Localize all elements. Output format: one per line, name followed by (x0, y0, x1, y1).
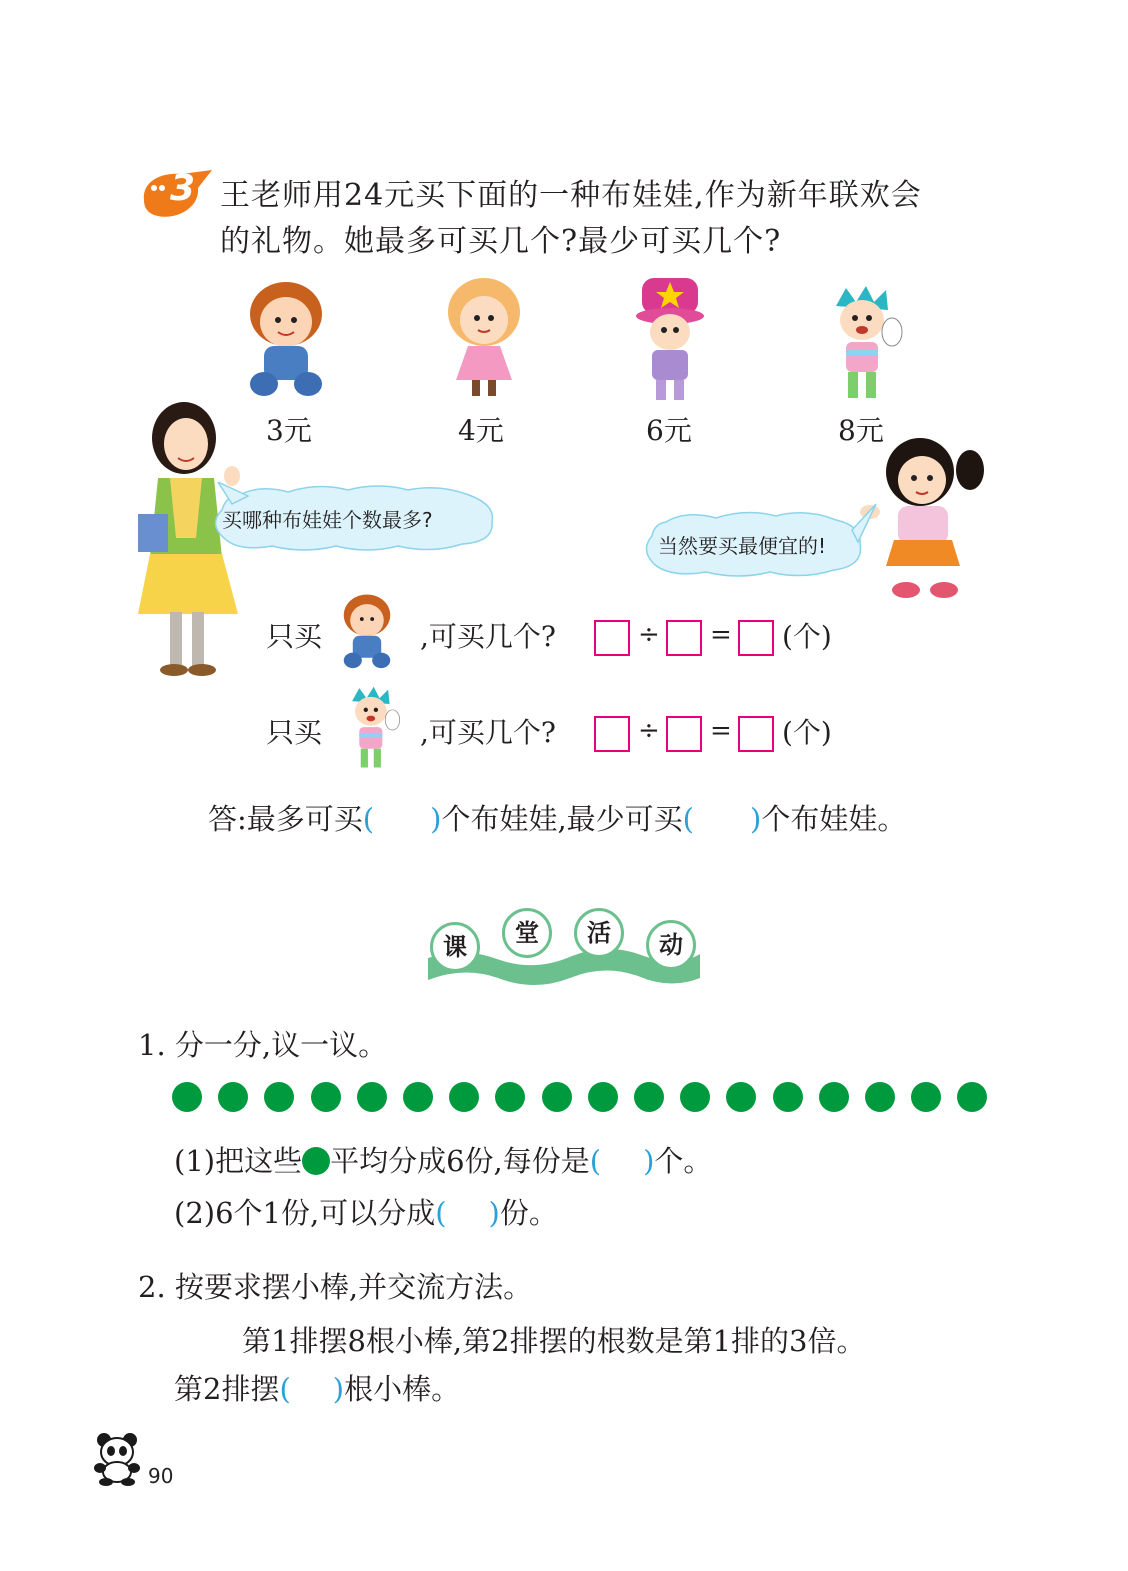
q1-sub2-b: 份。 (499, 1196, 558, 1230)
panda-icon (92, 1430, 142, 1486)
problem-number-badge (136, 166, 216, 222)
teacher-speech-bubble (208, 482, 500, 554)
equation-2-box-dividend[interactable] (594, 716, 630, 752)
equation-1-doll-icon (336, 586, 398, 674)
answer-blank-max[interactable]: ( ) (362, 802, 442, 836)
q1-sub2-a: (2)6个1份,可以分成 (174, 1196, 436, 1230)
green-dot (911, 1082, 941, 1112)
page-number: 90 (148, 1464, 174, 1488)
green-dot (264, 1082, 294, 1112)
q1-sub2-blank[interactable]: ( ) (435, 1196, 500, 1230)
green-dot (865, 1082, 895, 1112)
equation-1-prefix: 只买 (266, 620, 323, 653)
doll-price-2: 4元 (458, 414, 504, 447)
green-dot (403, 1082, 433, 1112)
teacher-speech-text: 买哪种布娃娃个数最多? (222, 508, 433, 532)
doll-price-1: 3元 (266, 414, 312, 447)
q2-line2-b: 根小棒。 (344, 1372, 461, 1406)
answer-blank-min[interactable]: ( ) (682, 802, 762, 836)
green-dot (311, 1082, 341, 1112)
doll-star-hat-image (632, 272, 708, 406)
banner-char-3: 活 (574, 908, 624, 958)
green-dot (819, 1082, 849, 1112)
green-dot (634, 1082, 664, 1112)
equation-1-box-divisor[interactable] (666, 620, 702, 656)
q2-line2 (174, 1372, 460, 1407)
green-dot (726, 1082, 756, 1112)
q1-sub1-b: 平均分成6份,每份是 (330, 1144, 590, 1178)
q1-sub1-a: (1)把这些 (174, 1144, 303, 1178)
q1-inline-dot (302, 1147, 330, 1175)
banner-char-2: 堂 (502, 908, 552, 958)
equation-2-equals-sign: = (710, 716, 732, 746)
equation-1-question: ,可买几个? (420, 620, 556, 653)
equation-2-question: ,可买几个? (420, 716, 556, 749)
green-dot (957, 1082, 987, 1112)
green-dot (218, 1082, 248, 1112)
answer-line (208, 802, 906, 837)
equation-2-divide-sign: ÷ (638, 716, 660, 746)
equation-1-unit: (个) (782, 620, 832, 653)
q2-blank[interactable]: ( ) (279, 1372, 345, 1406)
q2-line2-a: 第2排摆 (174, 1372, 280, 1406)
equation-1-box-dividend[interactable] (594, 620, 630, 656)
doll-boy-image (238, 272, 334, 402)
problem-text-line1: 王老师用24元买下面的一种布娃娃,作为新年联欢会 (220, 178, 922, 213)
equation-1-equals-sign: = (710, 620, 732, 650)
equation-2-unit: (个) (782, 716, 832, 749)
green-dot (773, 1082, 803, 1112)
answer-part2: 个布娃娃,最少可买 (441, 802, 683, 836)
girl-speech-bubble (640, 500, 880, 580)
equation-1-divide-sign: ÷ (638, 620, 660, 650)
banner-char-4: 动 (646, 920, 696, 970)
doll-green-hair-image (822, 284, 908, 408)
q2-title: 2. 按要求摆小棒,并交流方法。 (138, 1270, 533, 1304)
green-dot (542, 1082, 572, 1112)
equation-2-box-result[interactable] (738, 716, 774, 752)
answer-part3: 个布娃娃。 (761, 802, 907, 836)
q1-title: 1. 分一分,议一议。 (138, 1028, 388, 1062)
green-dot (449, 1082, 479, 1112)
problem-number: 3 (170, 168, 196, 209)
answer-part1: 答:最多可买 (208, 802, 363, 836)
equation-2-box-divisor[interactable] (666, 716, 702, 752)
q1-sub1-blank[interactable]: ( ) (589, 1144, 655, 1178)
green-dot (172, 1082, 202, 1112)
classroom-activity-banner (424, 906, 704, 986)
girl-speech-text: 当然要买最便宜的! (658, 534, 827, 558)
green-dot (588, 1082, 618, 1112)
green-dot (680, 1082, 710, 1112)
green-dot (357, 1082, 387, 1112)
green-dot (495, 1082, 525, 1112)
equation-2-prefix: 只买 (266, 716, 323, 749)
banner-char-1: 课 (430, 922, 480, 972)
q1-sub1-c: 个。 (654, 1144, 713, 1178)
q2-line1: 第1排摆8根小棒,第2排摆的根数是第1排的3倍。 (242, 1324, 866, 1358)
doll-price-4: 8元 (838, 414, 884, 447)
doll-price-3: 6元 (646, 414, 692, 447)
equation-1-box-result[interactable] (738, 620, 774, 656)
equation-2-doll-icon (342, 684, 404, 776)
problem-text-line2: 的礼物。她最多可买几个?最少可买几个? (220, 224, 782, 259)
doll-girl-pink-image (442, 272, 526, 402)
q1-sub1 (174, 1144, 712, 1179)
q1-sub2 (174, 1196, 558, 1231)
q1-dot-row (172, 1082, 992, 1114)
